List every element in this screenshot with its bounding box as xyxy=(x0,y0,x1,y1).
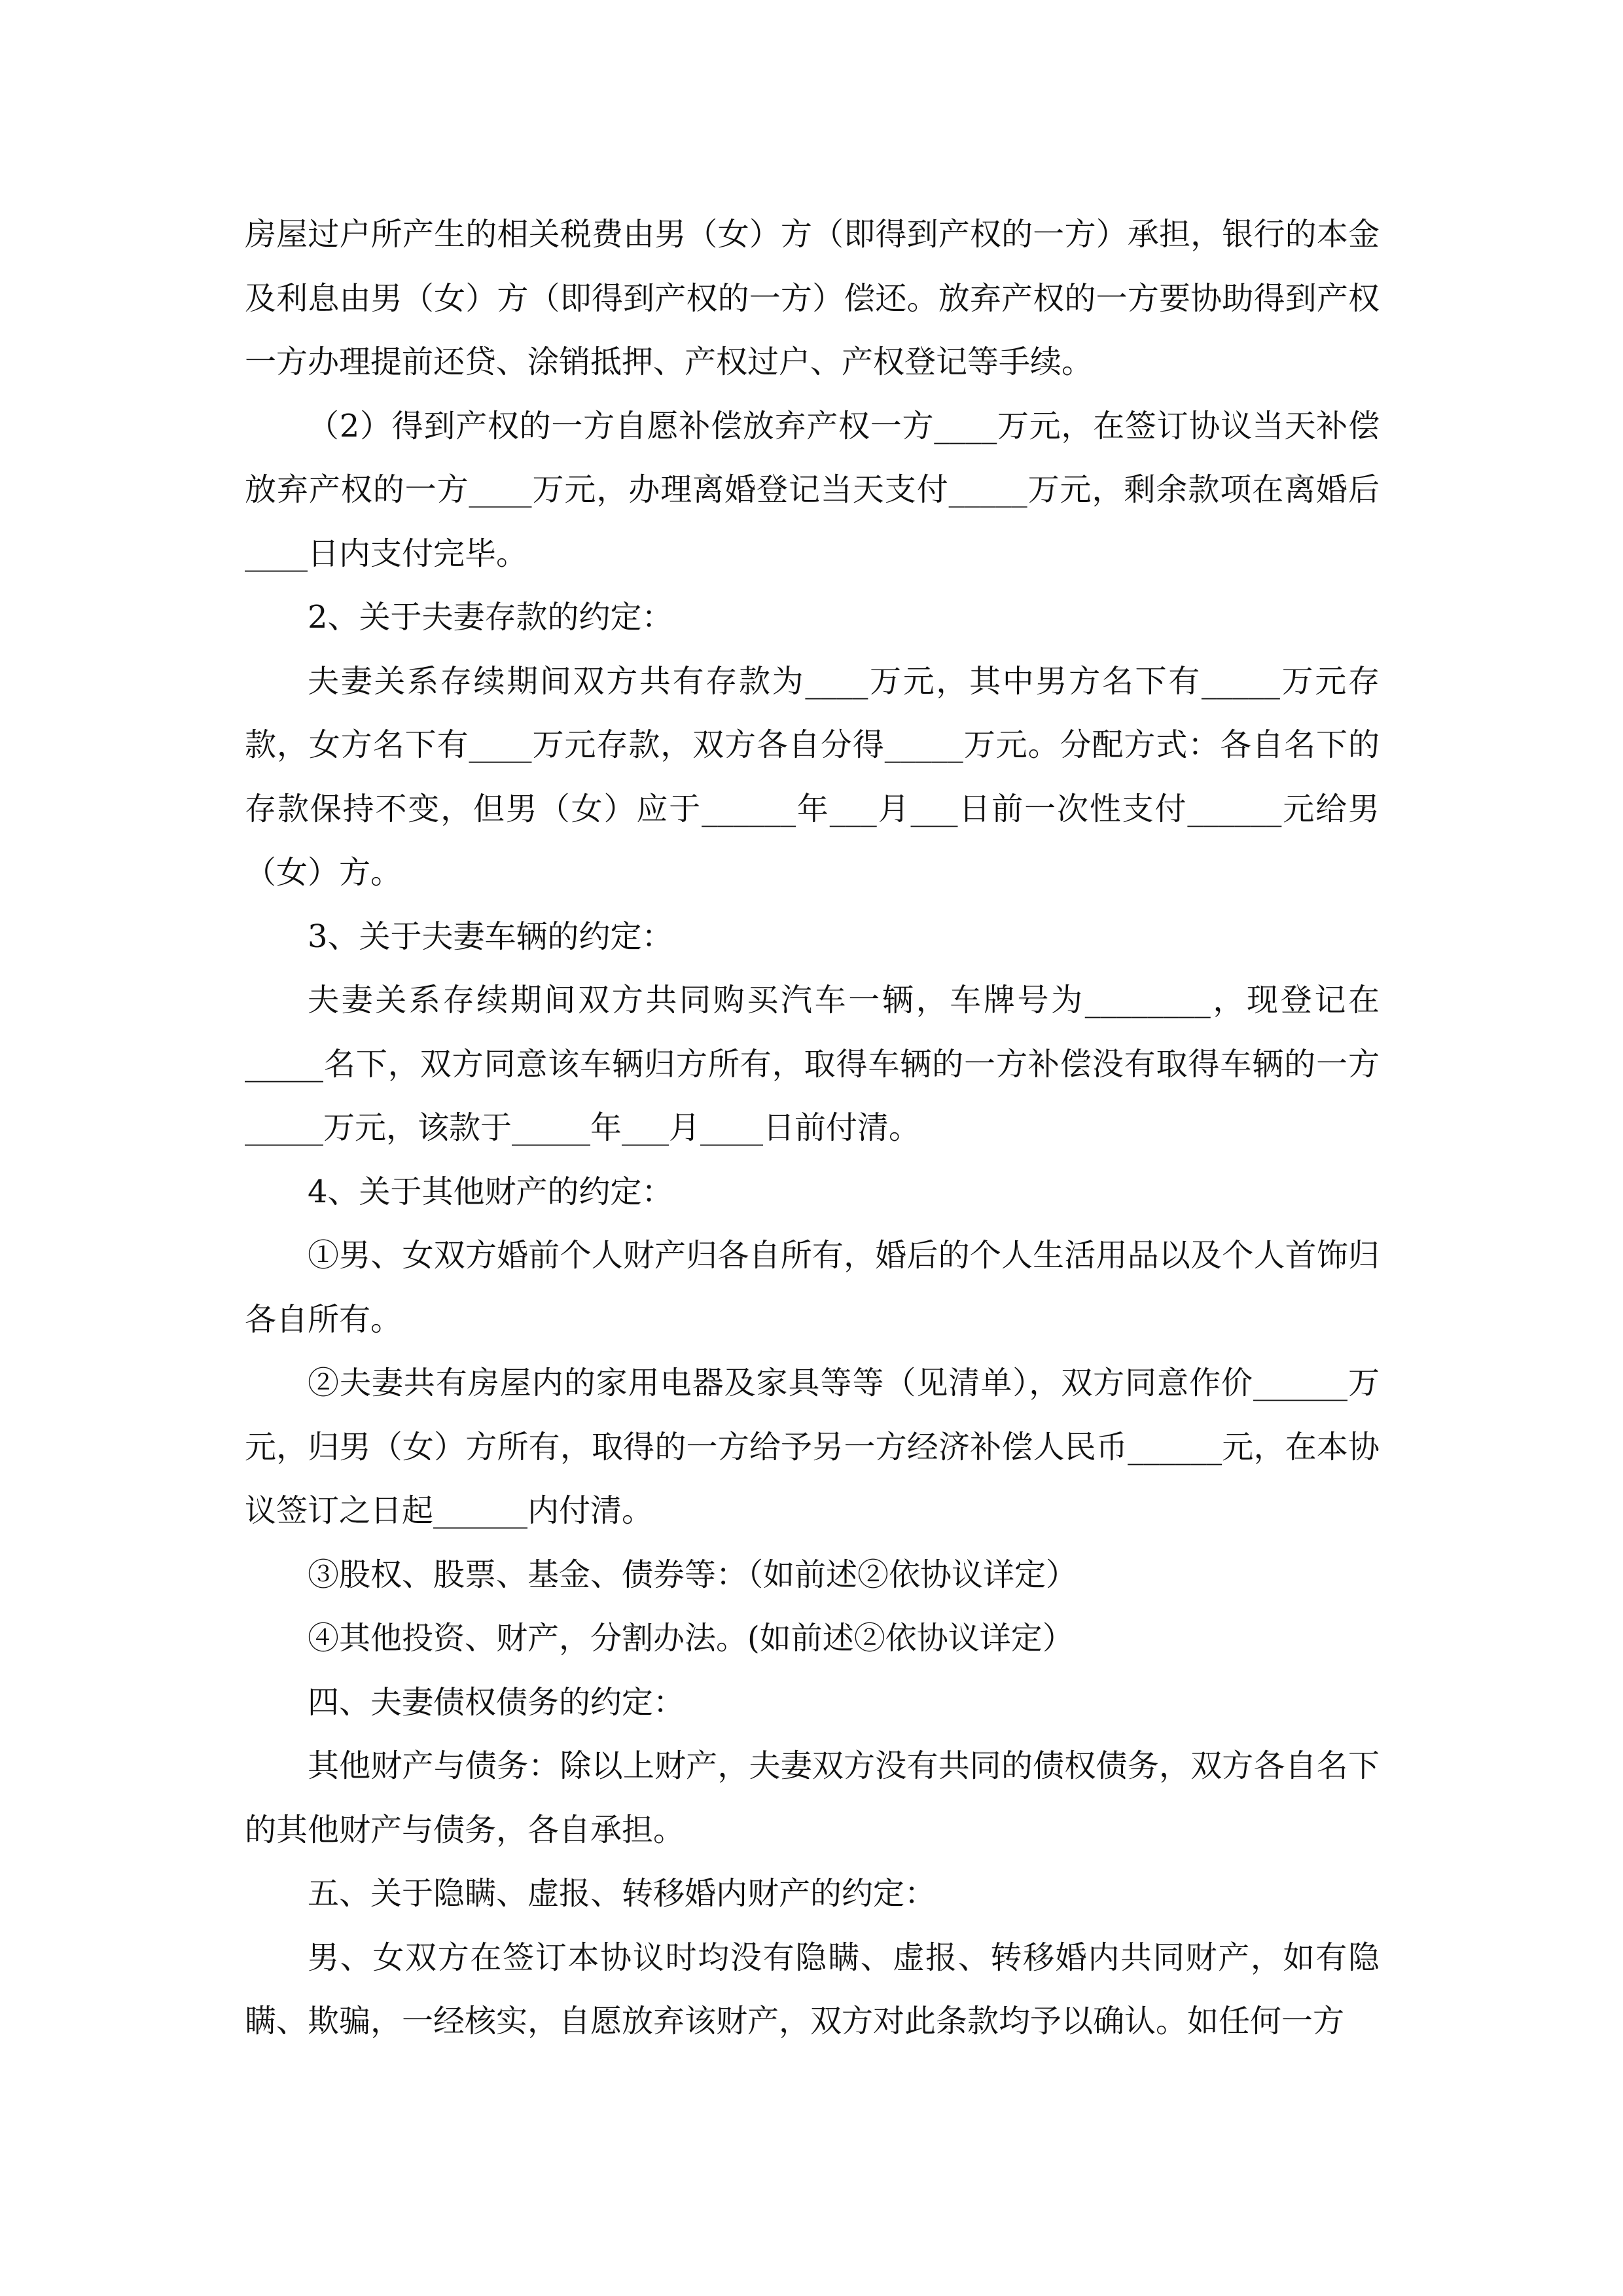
paragraph-premarital-property: ①男、女双方婚前个人财产归各自所有，婚后的个人生活用品以及个人首饰归各自所有。 xyxy=(245,1237,1380,1338)
paragraph-stocks-funds: ③股权、股票、基金、债券等：（如前述②依协议详定） xyxy=(308,1556,1078,1593)
paragraph-compensation: （2）得到产权的一方自愿补偿放弃产权一方____万元，在签订协议当天补偿放弃产权的一方____万元，办理离婚登记当天支付_____万元，剩余款项在离婚后____日内支付完毕。 xyxy=(245,407,1380,572)
paragraph-vehicles: 夫妻关系存续期间双方共同购买汽车一辆，车牌号为________，现登记在_____名下，双方同意该车辆归方所有，取得车辆的一方补偿没有取得车辆的一方_____万元，该款于_____年___月____日前付清。 xyxy=(245,982,1380,1146)
paragraph-debts: 其他财产与债务：除以上财产，夫妻双方没有共同的债权债务，双方各自名下的其他财产与债务，各自承担。 xyxy=(245,1748,1380,1848)
paragraph-house-transfer-fees: 房屋过户所产生的相关税费由男（女）方（即得到产权的一方）承担，银行的本金及利息由男（女）方（即得到产权的一方）偿还。放弃产权的一方要协助得到产权一方办理提前还贷、涂销抵押、产权过户、产权登记等手续。 xyxy=(245,216,1380,380)
paragraph-concealment: 男、女双方在签订本协议时均没有隐瞒、虚报、转移婚内共同财产，如有隐瞒、欺骗，一经核实，自愿放弃该财产，双方对此条款均予以确认。如任何一方 xyxy=(245,1939,1380,2039)
heading-debts: 四、夫妻债权债务的约定： xyxy=(308,1683,685,1721)
document-body xyxy=(245,203,1380,2054)
heading-concealment: 五、关于隐瞒、虚报、转移婚内财产的约定： xyxy=(308,1875,936,1912)
paragraph-other-investments: ④其他投资、财产，分割办法。(如前述②依协议详定） xyxy=(308,1620,1074,1657)
heading-deposits: 2、关于夫妻存款的约定： xyxy=(308,599,673,636)
heading-vehicles: 3、关于夫妻车辆的约定： xyxy=(308,918,673,955)
paragraph-deposits: 夫妻关系存续期间双方共有存款为____万元，其中男方名下有_____万元存款，女方名下有____万元存款，双方各自分得_____万元。分配方式：各自名下的存款保持不变，但男（女）应于______年___月___日前一次性支付______元给男（女）方。 xyxy=(245,662,1380,891)
heading-other-property: 4、关于其他财产的约定： xyxy=(308,1173,673,1210)
paragraph-household-appliances: ②夫妻共有房屋内的家用电器及家具等等（见清单），双方同意作价______万元，归男（女）方所有，取得的一方给予另一方经济补偿人民币______元，在本协议签订之日起______内付清。 xyxy=(245,1365,1380,1529)
